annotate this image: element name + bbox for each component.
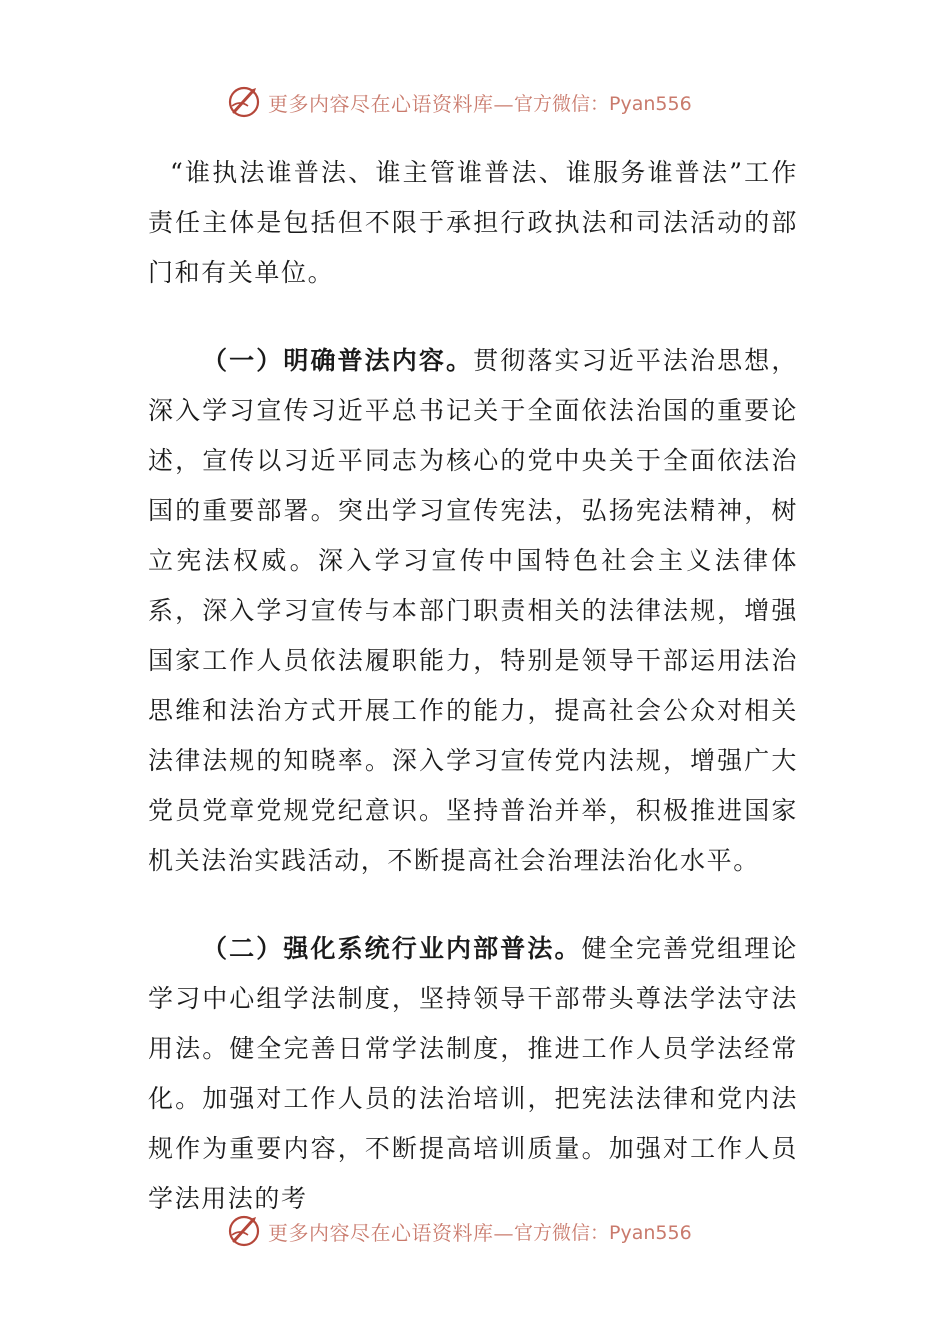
section-text-1: 贯彻落实习近平法治思想，深入学习宣传习近平总书记关于全面依法治国的重要论述，宣传以习近平同志为核心的党中央关于全面依法治国的重要部署。突出学习宣传宪法，弘扬宪法精神，树立宪法权威。深入学习宣传中国特色社会主义法律体系，深入学习宣传与本部门职责相关的法律法规，增强国家工作人员依法履职能力，特别是领导干部运用法治思维和法治方式开展工作的能力，提高社会公众对相关法律法规的知晓率。深入学习宣传党内法规，增强广大党员党章党规党纪意识。坚持普治并举，积极推进国家机关法治实践活动，不断提高社会治理法治化水平。 <box>148 346 798 875</box>
footer-watermark-banner <box>226 1211 692 1251</box>
paragraph-gap <box>148 298 798 336</box>
banner-main-text: 更多内容尽在心语资料库— <box>268 91 514 116</box>
intro-text: “谁执法谁普法、谁主管谁普法、谁服务谁普法”工作责任主体是包括但不限于承担行政执法和司法活动的部门和有关单位。 <box>148 158 798 287</box>
section-heading-2: （二）强化系统行业内部普法。 <box>202 934 582 963</box>
banner-wechat-text: 官方微信：Pyan556 <box>514 1221 692 1244</box>
section-paragraph-1 <box>148 336 798 886</box>
pen-seal-logo-icon <box>226 84 262 120</box>
intro-paragraph <box>148 148 798 298</box>
section-heading-1: （一）明确普法内容。 <box>202 346 474 375</box>
document-body <box>148 148 798 1224</box>
section-text-2: 健全完善党组理论学习中心组学法制度，坚持领导干部带头尊法学法守法用法。健全完善日常学法制度，推进工作人员学法经常化。加强对工作人员的法治培训，把宪法法律和党内法规作为重要内容，不断提高培训质量。加强对工作人员学法用法的考 <box>148 934 798 1213</box>
header-watermark-banner <box>226 82 692 122</box>
banner-main-text: 更多内容尽在心语资料库— <box>268 1220 514 1245</box>
pen-seal-logo-icon <box>226 1213 262 1249</box>
section-paragraph-2 <box>148 924 798 1224</box>
banner-wechat-text: 官方微信：Pyan556 <box>514 92 692 115</box>
paragraph-gap <box>148 886 798 924</box>
